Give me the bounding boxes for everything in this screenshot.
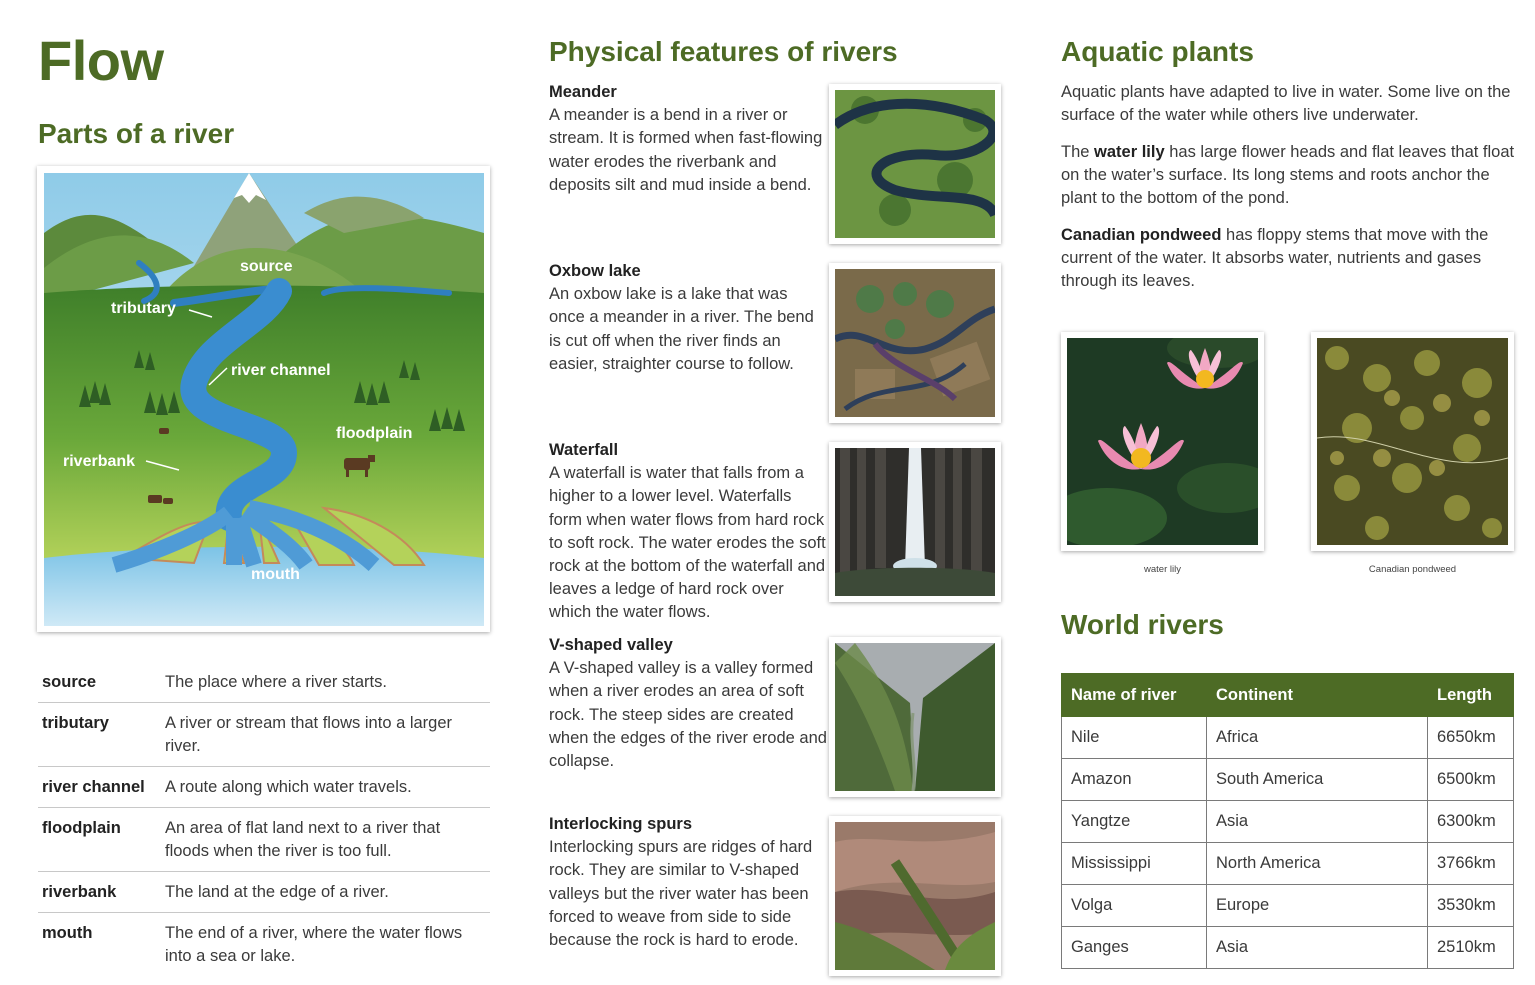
- page-title: Flow: [38, 29, 164, 92]
- feature-text: A waterfall is water that falls from a higher to a lower level. Waterfalls form when water flows from hard rock to soft rock. The water erodes the soft rock at the bottom of the waterfall and leaves a ledge of hard rock over which the water flows.: [549, 464, 826, 622]
- river-name: Mississippi: [1062, 843, 1207, 885]
- glossary-definition: The place where a river starts.: [161, 662, 490, 703]
- table-row: [38, 703, 490, 767]
- pondweed-photo: [1311, 332, 1514, 551]
- river-continent: Asia: [1207, 801, 1428, 843]
- label-floodplain: floodplain: [336, 425, 413, 442]
- glossary-definition: The end of a river, where the water flows into a sea or lake.: [165, 924, 463, 965]
- column-header: Name of river: [1062, 674, 1207, 717]
- river-name: Volga: [1062, 885, 1207, 927]
- glossary-definition: The land at the edge of a river.: [161, 872, 490, 913]
- feature-name: Oxbow lake: [549, 262, 641, 280]
- table-row: [38, 808, 490, 872]
- river-length: 2510km: [1428, 927, 1514, 969]
- water-lily-caption: water lily: [1144, 564, 1181, 575]
- glossary-term: source: [38, 662, 161, 703]
- table-row: [38, 872, 490, 913]
- table-row: [38, 767, 490, 808]
- table-row: [1062, 759, 1514, 801]
- river-continent: South America: [1207, 759, 1428, 801]
- feature-meander: [549, 81, 827, 197]
- feature-oxbow: [549, 260, 827, 376]
- river-name: Amazon: [1062, 759, 1207, 801]
- label-mouth: mouth: [251, 566, 300, 583]
- river-name: Nile: [1062, 717, 1207, 759]
- oxbow-photo: [829, 263, 1001, 423]
- spurs-photo: [829, 816, 1001, 976]
- feature-name: Interlocking spurs: [549, 815, 693, 833]
- table-row: [1062, 885, 1514, 927]
- glossary-term: mouth: [42, 924, 93, 942]
- feature-name: V-shaped valley: [549, 636, 673, 654]
- river-length: 3766km: [1428, 843, 1514, 885]
- world-rivers-table: [1061, 673, 1514, 969]
- lily-pre: The: [1061, 143, 1095, 161]
- table-row: [1062, 801, 1514, 843]
- lily-paragraph: [1061, 141, 1521, 211]
- river-length: 6650km: [1428, 717, 1514, 759]
- river-length: 3530km: [1428, 885, 1514, 927]
- feature-name: Waterfall: [549, 441, 619, 459]
- label-riverbank: riverbank: [63, 453, 136, 470]
- world-rivers-heading: World rivers: [1061, 609, 1224, 640]
- glossary-term: riverbank: [38, 872, 161, 913]
- pondweed-term: Canadian pondweed: [1061, 226, 1222, 244]
- feature-spurs: [549, 813, 827, 952]
- valley-photo: [829, 637, 1001, 797]
- lily-text: has large flower heads and flat leaves that float on the water’s surface. Its long stems and roots anchor the plant to the bottom of the pond.: [1061, 143, 1515, 208]
- label-tributary: tributary: [111, 300, 176, 317]
- pondweed-paragraph: [1061, 224, 1521, 294]
- feature-valley: [549, 634, 827, 773]
- feature-text: A meander is a bend in a river or stream. It is formed when fast-flowing water erodes the riverbank and deposits silt and mud inside a bend.: [549, 106, 823, 194]
- glossary-term: river channel: [38, 767, 161, 808]
- feature-name: Meander: [549, 83, 617, 101]
- river-continent: Europe: [1207, 885, 1428, 927]
- feature-waterfall: [549, 439, 827, 625]
- river-length: 6300km: [1428, 801, 1514, 843]
- river-name: Yangtze: [1062, 801, 1207, 843]
- glossary-term: floodplain: [38, 808, 161, 872]
- table-row: [38, 662, 490, 703]
- pondweed-caption: Canadian pondweed: [1368, 564, 1457, 575]
- plants-intro: Aquatic plants have adapted to live in water. Some live on the surface of the water while others live underwater.: [1061, 83, 1511, 125]
- river-length: 6500km: [1428, 759, 1514, 801]
- meander-photo: [829, 84, 1001, 244]
- table-header-row: [1062, 674, 1514, 717]
- lily-term: water lily: [1094, 143, 1165, 161]
- glossary-definition: A river or stream that flows into a larger river.: [161, 703, 490, 767]
- table-row: [1062, 843, 1514, 885]
- column-header: Continent: [1207, 674, 1428, 717]
- waterfall-photo: [829, 442, 1001, 602]
- glossary-definition: A route along which water travels.: [161, 767, 490, 808]
- plants-heading: Aquatic plants: [1061, 36, 1254, 67]
- glossary-term: tributary: [38, 703, 161, 767]
- column-header: Length: [1428, 674, 1514, 717]
- table-row: [1062, 717, 1514, 759]
- river-continent: North America: [1207, 843, 1428, 885]
- table-row: [38, 913, 490, 977]
- river-diagram: [37, 166, 490, 632]
- glossary-definition: An area of flat land next to a river that floods when the river is too full.: [161, 808, 490, 872]
- parts-heading: Parts of a river: [38, 118, 235, 149]
- river-name: Ganges: [1062, 927, 1207, 969]
- label-source: source: [240, 258, 293, 275]
- table-row: [1062, 927, 1514, 969]
- features-heading: Physical features of rivers: [549, 36, 898, 67]
- label-river-channel: river channel: [231, 362, 331, 379]
- water-lily-photo: [1061, 332, 1264, 551]
- feature-text: Interlocking spurs are ridges of hard rock. They are similar to V-shaped valleys but the river water has been forced to weave from side to side because the rock is hard to erode.: [549, 838, 813, 950]
- feature-text: A V-shaped valley is a valley formed when a river erodes an area of soft rock. The steep sides are created when the edges of the river erode and collapse.: [549, 659, 827, 771]
- pondweed-text: has floppy stems that move with the current of the water. It absorbs water, nutrients and gases through its leaves.: [1061, 226, 1489, 291]
- feature-text: An oxbow lake is a lake that was once a meander in a river. The bend is cut off when the river finds an easier, straighter course to follow.: [549, 285, 814, 373]
- river-continent: Asia: [1207, 927, 1428, 969]
- glossary-table: [38, 662, 490, 976]
- river-continent: Africa: [1207, 717, 1428, 759]
